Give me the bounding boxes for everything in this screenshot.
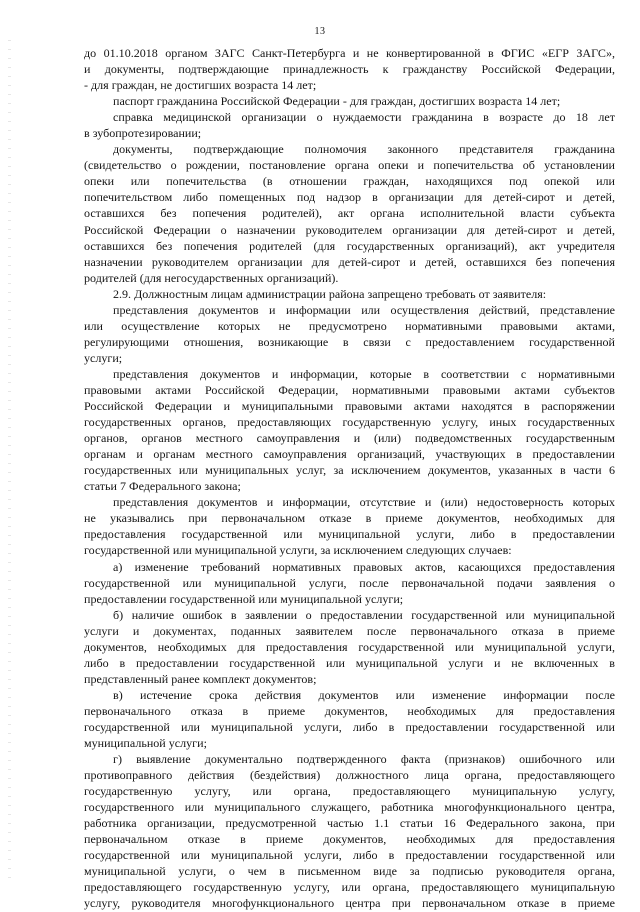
text-line: услуги; [84, 350, 123, 365]
text-line: предоставлении государственной или муниципальной услуги; [84, 591, 404, 606]
text-line: первоначальном отказе в приеме документов, необходимых для предоставления [84, 832, 615, 847]
paragraph [84, 93, 615, 109]
text-line: государственных органов, предоставляющих государственную услугу, иных государственных [84, 415, 615, 430]
text-line: б) наличие ошибок в заявлении о предоставлении государственной или муниципальной [113, 607, 615, 622]
text-line: оставшихся без попечения родителей (для государственных организаций), акт учредителя [84, 238, 615, 253]
paragraph [84, 687, 615, 751]
text-line: в) истечение срока действия документов или изменение информации после [113, 687, 615, 702]
text-line: документов, необходимых для предоставления государственной или муниципальной услуги, [84, 639, 615, 654]
text-line: органам и органам местного самоуправления организаций, участвующих в предоставлении [84, 447, 615, 462]
text-line: 2.9. Должностным лицам администрации района запрещено требовать от заявителя: [113, 286, 547, 301]
text-line: услугу, руководителя многофункционального центра при первоначальном отказе в приеме [84, 896, 615, 911]
text-line: документы, подтверждающие полномочия законного представителя гражданина [113, 142, 615, 157]
text-line: оставшихся без попечения родителей), акт органа исполнительной власти субъекта [84, 206, 615, 221]
paragraph [84, 302, 615, 366]
text-line: государственной или муниципальной услуги, либо в предоставлении государственной или [84, 848, 615, 863]
paragraph [84, 109, 615, 141]
text-line: государственных или муниципальных услуг, за исключением документов, указанных в части 6 [84, 463, 615, 478]
text-line: муниципальной услуги; [84, 736, 207, 751]
text-line: Российской Федерации и муниципальными правовыми актами находятся в распоряжении [84, 399, 615, 414]
text-line: органов, органов местного самоуправления и (или) подведомственных государственным [84, 431, 615, 446]
text-line: правовыми актами Российской Федерации, нормативными правовыми актами субъектов [84, 382, 615, 397]
text-line: услуги и документах, поданных заявителем после первоначального отказа в приеме [84, 623, 615, 638]
scan-edge-marks [8, 40, 11, 880]
text-line: представленный ранее комплект документов; [84, 671, 317, 686]
paragraph [84, 607, 615, 687]
text-line: предоставляющего государственную услугу, или органа, предоставляющего муниципальную [84, 880, 615, 895]
text-line: родителей (для негосударственных организаций). [84, 270, 339, 285]
text-line: (свидетельство о рождении, постановление органа опеки и попечительства об установлении [84, 158, 615, 173]
text-line: государственной или муниципальной услуги, после первоначальной подачи заявления о [84, 575, 615, 590]
text-line: в зубопротезировании; [84, 126, 202, 141]
text-line: предоставления государственной или муниципальной услуги, либо в предоставлении [84, 527, 615, 542]
paragraph [84, 141, 615, 285]
text-line: государственной или муниципальной услуги, за исключением следующих случаев: [84, 543, 512, 558]
text-line: паспорт гражданина Российской Федерации - для граждан, достигших возраста 14 лет; [113, 94, 561, 109]
text-line: представления документов и информации, которые в соответствии с нормативными [113, 366, 615, 381]
text-line: назначении руководителем организации для детей-сирот и детей, оставшихся без попечения [84, 254, 615, 269]
paragraph [84, 366, 615, 494]
text-line: а) изменение требований нормативных правовых актов, касающихся предоставления [113, 559, 615, 574]
text-line: г) выявление документально подтвержденного факта (признаков) ошибочного или [113, 752, 615, 767]
text-line: представления документов и информации, отсутствие и (или) недостоверность которых [113, 495, 615, 510]
page-number: 13 [314, 26, 326, 37]
text-line: государственную услугу, или органа, предоставляющего муниципальную услугу, [84, 784, 615, 799]
text-line: до 01.10.2018 органом ЗАГС Санкт-Петербурга и не конвертированной в ФГИС «ЕГР ЗАГС», [84, 46, 615, 60]
text-line: государственного или муниципального служащего, работника многофункционального центра, [84, 800, 615, 815]
text-line: либо в предоставлении государственной или муниципальной услуги и не включенных в [84, 655, 615, 670]
text-line: регулирующими отношения, возникающие в связи с предоставлением государственной [84, 334, 615, 349]
paragraph [84, 494, 615, 558]
paragraph [84, 751, 615, 911]
text-line: - для граждан, не достигших возраста 14 лет; [84, 78, 317, 93]
text-line: Российской Федерации о назначении руководителем организации для детей-сирот и детей, [84, 222, 615, 237]
paragraph [84, 286, 615, 302]
text-line: первоначального отказа в приеме документов, необходимых для предоставления [84, 703, 615, 718]
text-line: опеки или попечительства (в отношении граждан, находящихся под опекой или [84, 174, 615, 189]
document-body [84, 45, 615, 912]
text-line: и документы, подтверждающие принадлежность к гражданству Российской Федерации, [84, 62, 615, 77]
text-line: государственной или муниципальной услуги, либо в предоставлении государственной или [84, 719, 615, 734]
text-line: представления документов и информации или осуществления действий, представление [113, 302, 615, 317]
text-line: справка медицинской организации о нуждаемости гражданина в возрасте до 18 лет [113, 110, 615, 125]
text-line: не указывались при первоначальном отказе в приеме документов, необходимых для [84, 511, 615, 526]
text-line: или осуществление которых не предусмотрено нормативными правовыми актами, [84, 318, 615, 333]
text-line: муниципальной услуги, о чем в письменном виде за подписью руководителя органа, [84, 864, 615, 879]
text-line: работника организации, предусмотренной частью 1.1 статьи 16 Федерального закона, при [84, 816, 615, 831]
text-line: статьи 7 Федерального закона; [84, 479, 241, 494]
paragraph [84, 45, 615, 93]
text-line: противоправного действия (бездействия) должностного лица органа, предоставляющего [84, 768, 615, 783]
paragraph [84, 559, 615, 607]
text-line: попечительством либо помещенных под надзор в организации для детей-сирот и детей, [84, 190, 615, 205]
